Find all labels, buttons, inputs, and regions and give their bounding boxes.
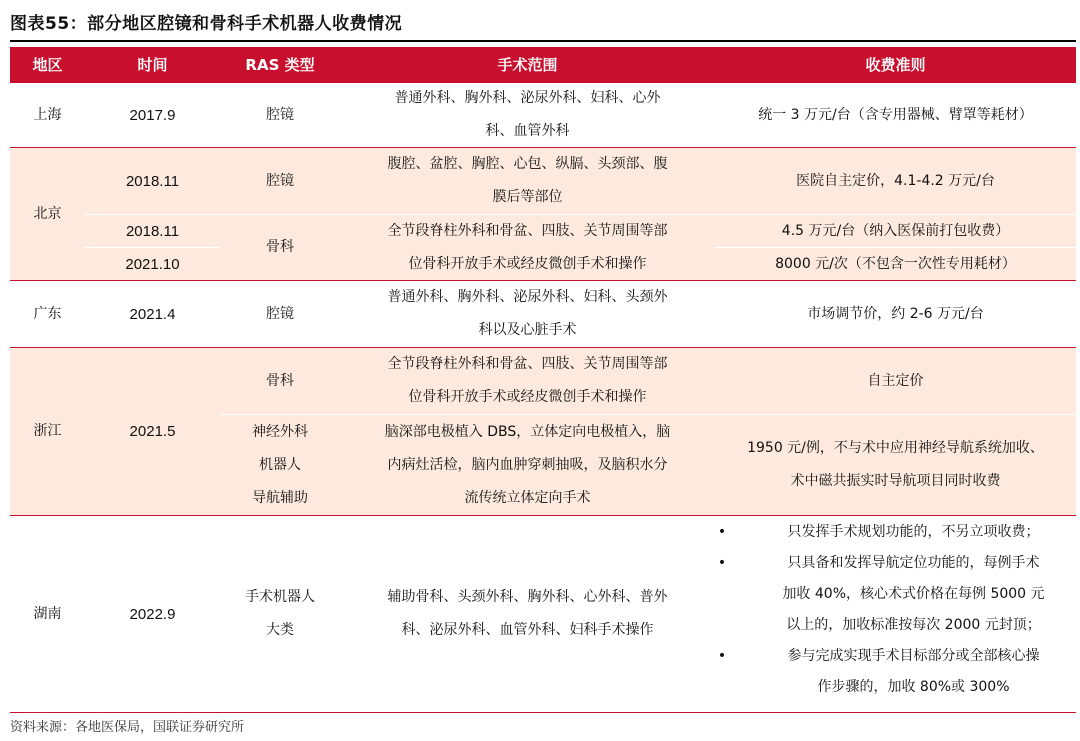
row-zhejiang (10, 348, 1076, 515)
source-note: 资料来源：各地医保局，国联证券研究所 (10, 720, 245, 735)
list-item: • 只发挥手术规划功能的，不另立项收费； (705, 517, 1075, 548)
type-line: 手术机器人 (245, 589, 315, 605)
bullet-icon: • (717, 555, 727, 571)
fee-line: 术中磁共振实时导航项目同时收费 (790, 473, 1001, 489)
type-cell: 骨科 (266, 372, 294, 389)
scope-line: 膜后等部位 (492, 189, 563, 205)
table-header (10, 47, 1076, 83)
type-line: 神经外科 (252, 423, 308, 440)
type-cell (220, 516, 340, 712)
fee-cell: 医院自主定价，4.1-4.2 万元/台 (796, 172, 995, 189)
scope-cell (340, 348, 715, 414)
scope-cell (340, 281, 715, 347)
time-cell: 2018.11 (125, 222, 180, 240)
time-cell: 2021.4 (129, 305, 176, 323)
scope-line: 全节段脊柱外科和骨盆、四肢、关节周围等部 (387, 222, 668, 239)
header-ras-type: RAS 类型 (245, 56, 315, 74)
title-divider (10, 40, 1076, 42)
scope-line: 脑深部电极植入 DBS，立体定向电极植入，脑 (384, 423, 671, 440)
scope-line: 位骨科开放手术或经皮微创手术和操作 (408, 389, 647, 405)
scope-line: 科、血管外科 (485, 123, 570, 139)
scope-line: 普通外科、胸外科、泌尿外科、妇科、心外 (394, 90, 661, 106)
type-line: 导航辅助 (252, 489, 308, 506)
time-cell: 2017.9 (129, 106, 176, 124)
bullet-icon: • (717, 524, 727, 540)
fee-cell (715, 415, 1076, 515)
scope-cell (340, 148, 715, 214)
scope-line: 腹腔、盆腔、胸腔、心包、纵膈、头颈部、腹 (387, 156, 668, 172)
list-item: • 只具备和发挥导航定位功能的，每例手术 加收 40%，核心术式价格在每例 5000 元 以上的，加收标准按每次 2000 元封顶； (705, 548, 1075, 641)
row-shanghai (10, 83, 1076, 147)
fee-cell: 8000 元/次（不包含一次性专用耗材） (775, 255, 1016, 272)
region-cell: 浙江 (33, 423, 62, 439)
scope-cell (340, 83, 715, 147)
type-cell: 腔镜 (266, 305, 294, 322)
region-cell: 北京 (33, 205, 62, 222)
scope-line: 普通外科、胸外科、泌尿外科、妇科、头颈外 (387, 289, 668, 305)
fee-cell: 4.5 万元/台（纳入医保前打包收费） (781, 222, 1010, 239)
type-cell (220, 415, 340, 515)
scope-line: 全节段脊柱外科和骨盆、四肢、关节周围等部 (387, 356, 668, 372)
bullet-icon: • (717, 648, 727, 664)
row-guangdong (10, 281, 1076, 347)
time-cell: 2018.11 (125, 172, 180, 190)
scope-line: 流传统立体定向手术 (464, 489, 591, 506)
fee-line: 1950 元/例，不与术中应用神经导航系统加收、 (747, 440, 1044, 456)
row-hunan (10, 516, 1076, 712)
list-item: • 参与完成实现手术目标部分或全部核心操 作步骤的，加收 80%或 300% (705, 641, 1075, 703)
scope-cell (340, 215, 715, 280)
row-beijing (10, 148, 1076, 280)
scope-cell (340, 415, 715, 515)
type-line: 机器人 (259, 456, 301, 473)
type-cell: 腔镜 (266, 106, 294, 123)
type-cell: 腔镜 (266, 172, 294, 189)
fee-cell: 自主定价 (867, 372, 924, 389)
region-cell: 湖南 (33, 605, 62, 622)
fee-bullet-list (705, 517, 1075, 703)
table-title: 图表55：部分地区腔镜和骨科手术机器人收费情况 (10, 14, 403, 34)
time-cell: 2021.10 (125, 255, 180, 273)
header-fee: 收费准则 (865, 56, 926, 74)
fee-cell: 市场调节价，约 2-6 万元/台 (807, 305, 984, 322)
scope-line: 科、泌尿外科、血管外科、妇科手术操作 (401, 622, 654, 638)
header-scope: 手术范围 (497, 56, 558, 74)
time-cell: 2021.5 (129, 423, 176, 440)
header-region: 地区 (32, 56, 63, 74)
region-cell: 广东 (33, 305, 62, 322)
scope-line: 科以及心脏手术 (478, 322, 577, 338)
header-time: 时间 (137, 56, 168, 74)
type-cell: 骨科 (266, 239, 294, 255)
region-cell: 上海 (33, 106, 62, 123)
time-cell: 2022.9 (129, 605, 176, 623)
fee-cell: 统一 3 万元/台（含专用器械、臂罩等耗材） (758, 106, 1033, 123)
scope-cell (340, 516, 715, 712)
scope-line: 辅助骨科、头颈外科、胸外科、心外科、普外 (387, 589, 668, 605)
scope-line: 内病灶活检，脑内血肿穿刺抽吸，及脑积水分 (387, 456, 668, 473)
scope-line: 位骨科开放手术或经皮微创手术和操作 (408, 255, 647, 272)
table-bottom-rule (10, 712, 1076, 713)
type-line: 大类 (266, 622, 294, 638)
